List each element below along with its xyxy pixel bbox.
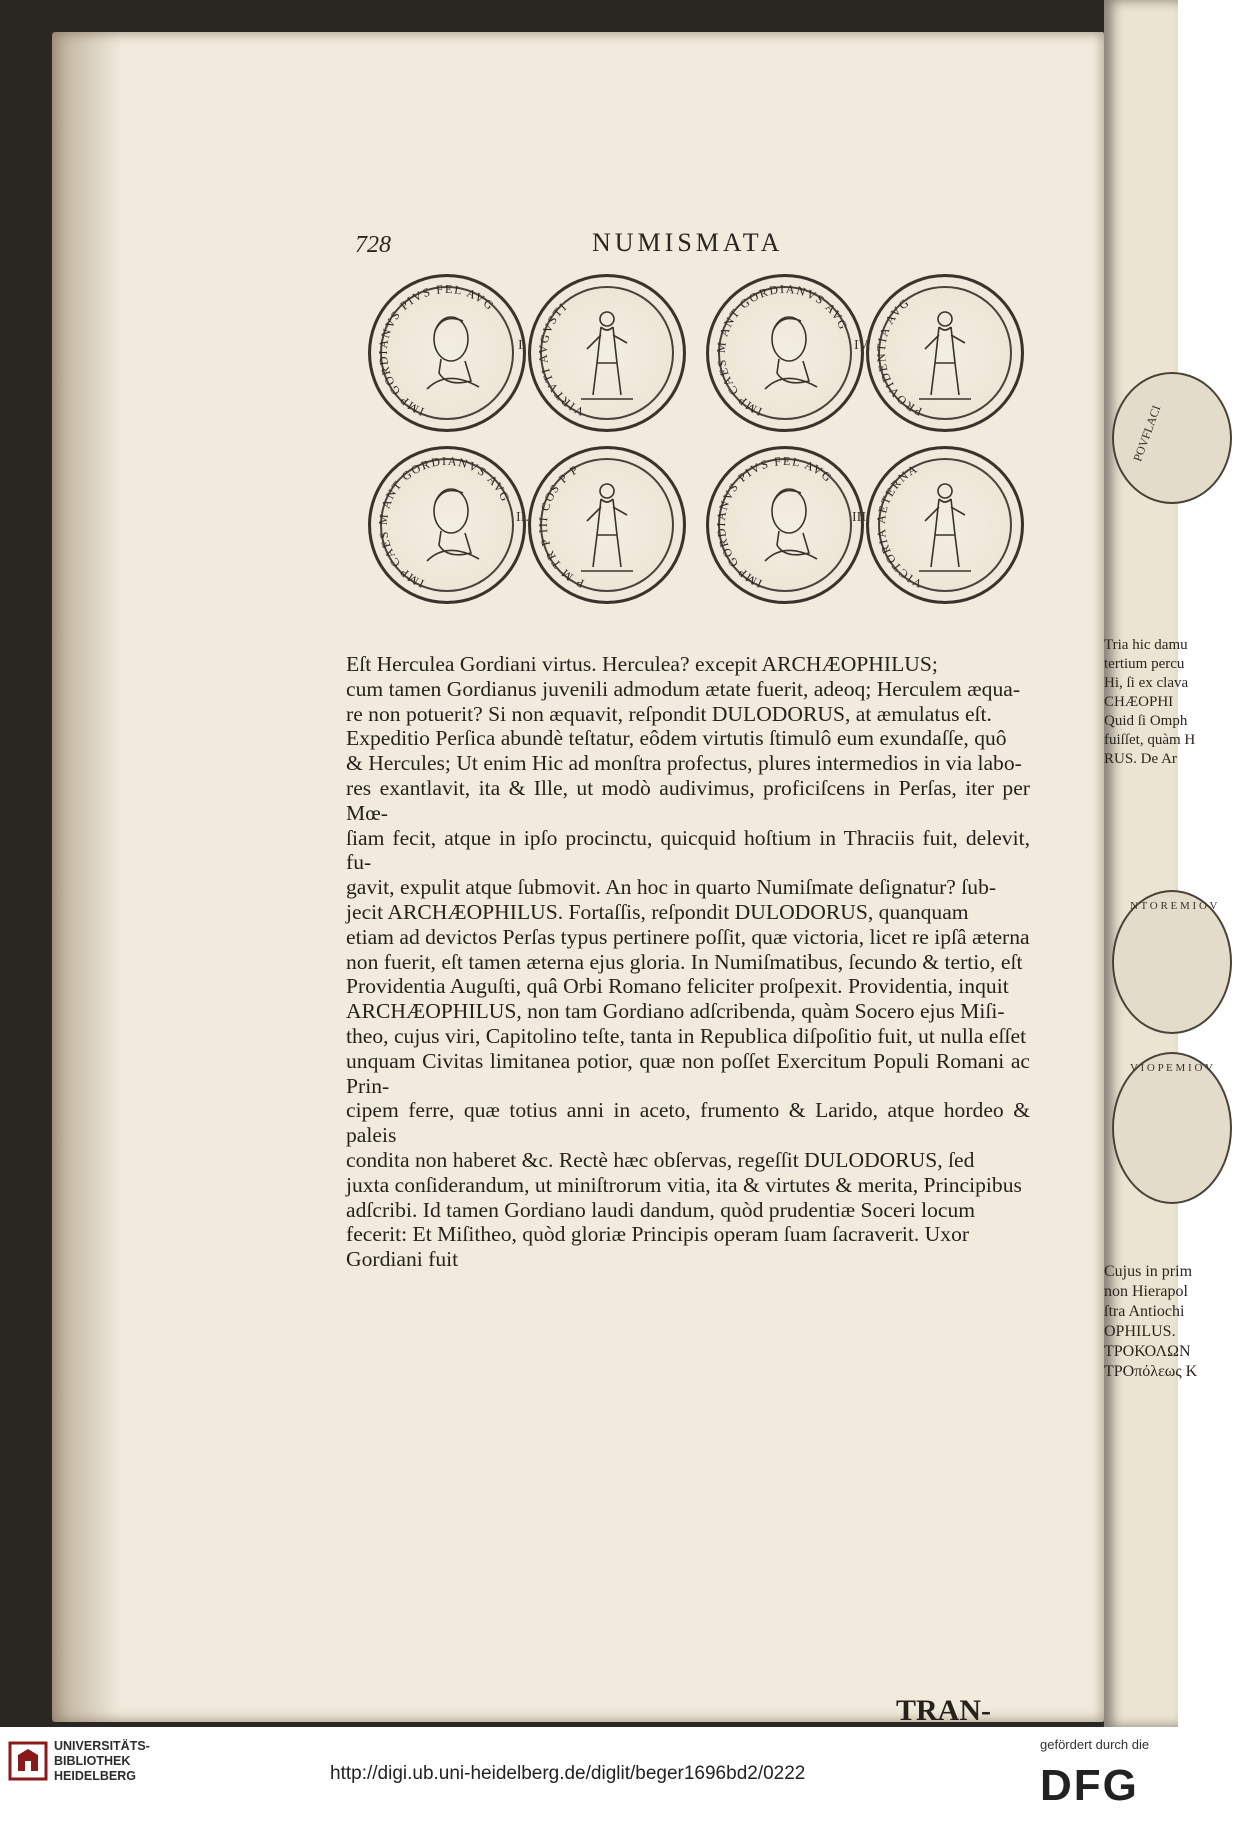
adjacent-line: OPHILUS. xyxy=(1104,1323,1176,1340)
library-name-line: UNIVERSITÄTS- xyxy=(54,1739,150,1753)
university-library-logo-icon xyxy=(8,1741,48,1781)
coin-legend: IMP GORDIANVS PIVS FEL AVG xyxy=(713,453,836,591)
adjacent-line: tertium percu xyxy=(1104,656,1185,672)
adjacent-line: ΤΡΟΚΟΛΩΝ xyxy=(1104,1343,1191,1360)
coin-4-providentia-reverse xyxy=(866,274,1024,432)
text-line: Eſt Herculea Gordiani virtus. Herculea? excepit ARCHÆOPHILUS; xyxy=(346,652,938,676)
library-name-line: HEIDELBERG xyxy=(54,1769,136,1783)
coin-1-portrait-obverse xyxy=(368,274,526,432)
text-line: res exantlavit, ita & Ille, ut modò audivimus, proficiſcens in Perſas, iter per Mœ- xyxy=(346,775,1030,825)
adjacent-line: fuiſſet, quàm H xyxy=(1104,732,1196,748)
coin-legend: IMP GORDIANVS PIVS FEL AVG xyxy=(375,281,498,419)
coin-engraving xyxy=(709,277,861,429)
coin-number-mark: II. xyxy=(516,510,529,525)
adjacent-coin-top xyxy=(1112,372,1232,504)
page-spine-shadow xyxy=(52,32,122,1722)
text-line: etiam ad devictos Perſas typus pertinere poſſit, quæ victoria, licet re ipſâ æterna xyxy=(346,924,1030,949)
adjacent-coin-bottom xyxy=(1112,1052,1232,1204)
coin-number-mark: III. xyxy=(852,510,870,525)
body-text xyxy=(346,652,1030,1272)
text-line: gavit, expulit atque ſubmovit. An hoc in quarto Numiſmate deſignatur? ſub- xyxy=(346,875,997,900)
text-line: jecit ARCHÆOPHILUS. Fortaſſis, reſpondit DULODORUS, quanquam xyxy=(346,899,969,924)
standing-figure-icon xyxy=(581,312,633,399)
portrait-bust-icon xyxy=(427,489,479,561)
text-line: Gordiani fuit xyxy=(346,1247,459,1272)
text-line: cipem ferre, quæ totius anni in aceto, frumento & Larido, atque hordeo & paleis xyxy=(346,1098,1030,1148)
adjacent-text-block-2 xyxy=(1104,1262,1244,1382)
text-line: re non potuerit? Si non æquavit, reſpondit DULODORUS, at æmulatus eſt. xyxy=(346,701,992,726)
coin-engraving xyxy=(371,449,523,601)
adjacent-line: ΤΡΟπόλεως Κ xyxy=(1104,1363,1198,1380)
coin-2-standing-figure-reverse xyxy=(528,446,686,604)
standing-figure-icon xyxy=(919,484,971,571)
text-line: condita non haberet &c. Rectè hæc obſervas, regeſſit DULODORUS, ſed xyxy=(346,1147,975,1172)
adjacent-coin-middle xyxy=(1112,890,1232,1034)
library-name xyxy=(54,1739,150,1784)
portrait-bust-icon xyxy=(765,317,817,389)
adjacent-text-block-1 xyxy=(1104,636,1244,769)
text-line: Providentia Auguſti, quâ Orbi Romano feliciter proſpexit. Providentia, inquit xyxy=(346,974,1009,999)
text-line: & Hercules; Ut enim Hic ad monſtra profectus, plures intermedios in via labo- xyxy=(346,751,1022,776)
text-line: ſiam fecit, atque in ipſo procinctu, quicquid hoſtium in Thraciis fuit, delevit, fu- xyxy=(346,825,1030,875)
adjacent-line: Tria hic damu xyxy=(1104,637,1188,653)
adjacent-line: ſtra Antiochi xyxy=(1104,1303,1185,1320)
text-line: non fuerit, eſt tamen æterna ejus gloria. In Numiſmatibus, ſecundo & tertio, eſt xyxy=(346,949,1023,974)
coin-number-mark: I. xyxy=(518,338,527,353)
coin-engraving xyxy=(371,277,523,429)
text-line: juxta conſiderandum, ut miniſtrorum vitia, ita & virtutes & merita, Principibus xyxy=(346,1172,1022,1197)
adjacent-coin-legend: N T O R E M I O V xyxy=(1130,900,1218,912)
text-line: cum tamen Gordianus juvenili admodum ætate fuerit, adeoq; Herculem æqua- xyxy=(346,676,1021,701)
permalink-url[interactable]: http://digi.ub.uni-heidelberg.de/diglit/beger1696bd2/0222 xyxy=(330,1763,806,1784)
coin-legend: IMP CAES M ANT GORDIANVS AVG xyxy=(713,281,852,419)
portrait-bust-icon xyxy=(427,317,479,389)
text-line: theo, cujus viri, Capitolino teſte, tanta in Republica diſpoſitio fuit, ut nulla eſſet xyxy=(346,1023,1027,1048)
adjacent-line: non Hierapol xyxy=(1104,1283,1188,1300)
adjacent-line: RUS. De Ar xyxy=(1104,751,1177,767)
adjacent-line: Cujus in prim xyxy=(1104,1263,1193,1280)
coin-plate xyxy=(368,274,1028,606)
coin-legend: PROVIDENTIA AVG xyxy=(873,295,925,419)
coin-3-portrait-obverse xyxy=(706,446,864,604)
text-line: ARCHÆOPHILUS, non tam Gordiano adſcribenda, quàm Socero ejus Miſi- xyxy=(346,999,1005,1024)
coin-engraving xyxy=(869,449,1021,601)
standing-figure-icon xyxy=(581,484,633,571)
page-number: 728 xyxy=(355,232,391,258)
coin-number-mark: IV. xyxy=(854,338,871,353)
coin-engraving xyxy=(869,277,1021,429)
adjacent-coin-legend: POVFLACI xyxy=(1130,403,1164,464)
running-title: NUMISMATA xyxy=(592,228,784,257)
coin-1-hercules-reverse xyxy=(528,274,686,432)
text-line: Expeditio Perſica abundè teſtatur, eôdem virtutis ſtimulô eum exundaſſe, quô xyxy=(346,726,1007,751)
text-line: fecerit: Et Miſitheo, quòd gloriæ Principis operam ſuam ſacraverit. Uxor xyxy=(346,1222,970,1247)
footer-bar xyxy=(0,1727,1178,1823)
library-name-line: BIBLIOTHEK xyxy=(54,1754,131,1768)
adjacent-line: Quid ſi Omph xyxy=(1104,713,1188,729)
portrait-bust-icon xyxy=(765,489,817,561)
funding-label: gefördert durch die xyxy=(1040,1737,1150,1752)
text-line: adſcribi. Id tamen Gordiano laudi dandum, quòd prudentiæ Soceri locum xyxy=(346,1197,976,1222)
coin-legend: VICTORIA AETERNA xyxy=(873,461,925,591)
coin-engraving xyxy=(531,449,683,601)
dfg-logo: DFG xyxy=(1040,1761,1139,1810)
adjacent-line: Hi, ſi ex clava xyxy=(1104,675,1189,691)
coin-2-portrait-obverse xyxy=(368,446,526,604)
coin-engraving xyxy=(709,449,861,601)
standing-figure-icon xyxy=(919,312,971,399)
catchword: TRAN- xyxy=(896,1694,991,1727)
coin-4-portrait-obverse xyxy=(706,274,864,432)
adjacent-coin-legend: V I O P E M I O V xyxy=(1130,1062,1213,1074)
adjacent-page-strip xyxy=(1104,0,1218,1727)
coin-engraving xyxy=(531,277,683,429)
adjacent-line: CHÆOPHI xyxy=(1104,694,1174,710)
coin-legend: VIRTVTI AVGVSTI xyxy=(535,299,587,419)
coin-legend: IMP CAES M ANT GORDIANVS AVG xyxy=(375,453,514,591)
coin-3-victoria-reverse xyxy=(866,446,1024,604)
coin-legend: P M TR P III COS P P xyxy=(535,461,587,591)
text-line: unquam Civitas limitanea potior, quæ non poſſet Exercitum Populi Romani ac Prin- xyxy=(346,1048,1030,1098)
